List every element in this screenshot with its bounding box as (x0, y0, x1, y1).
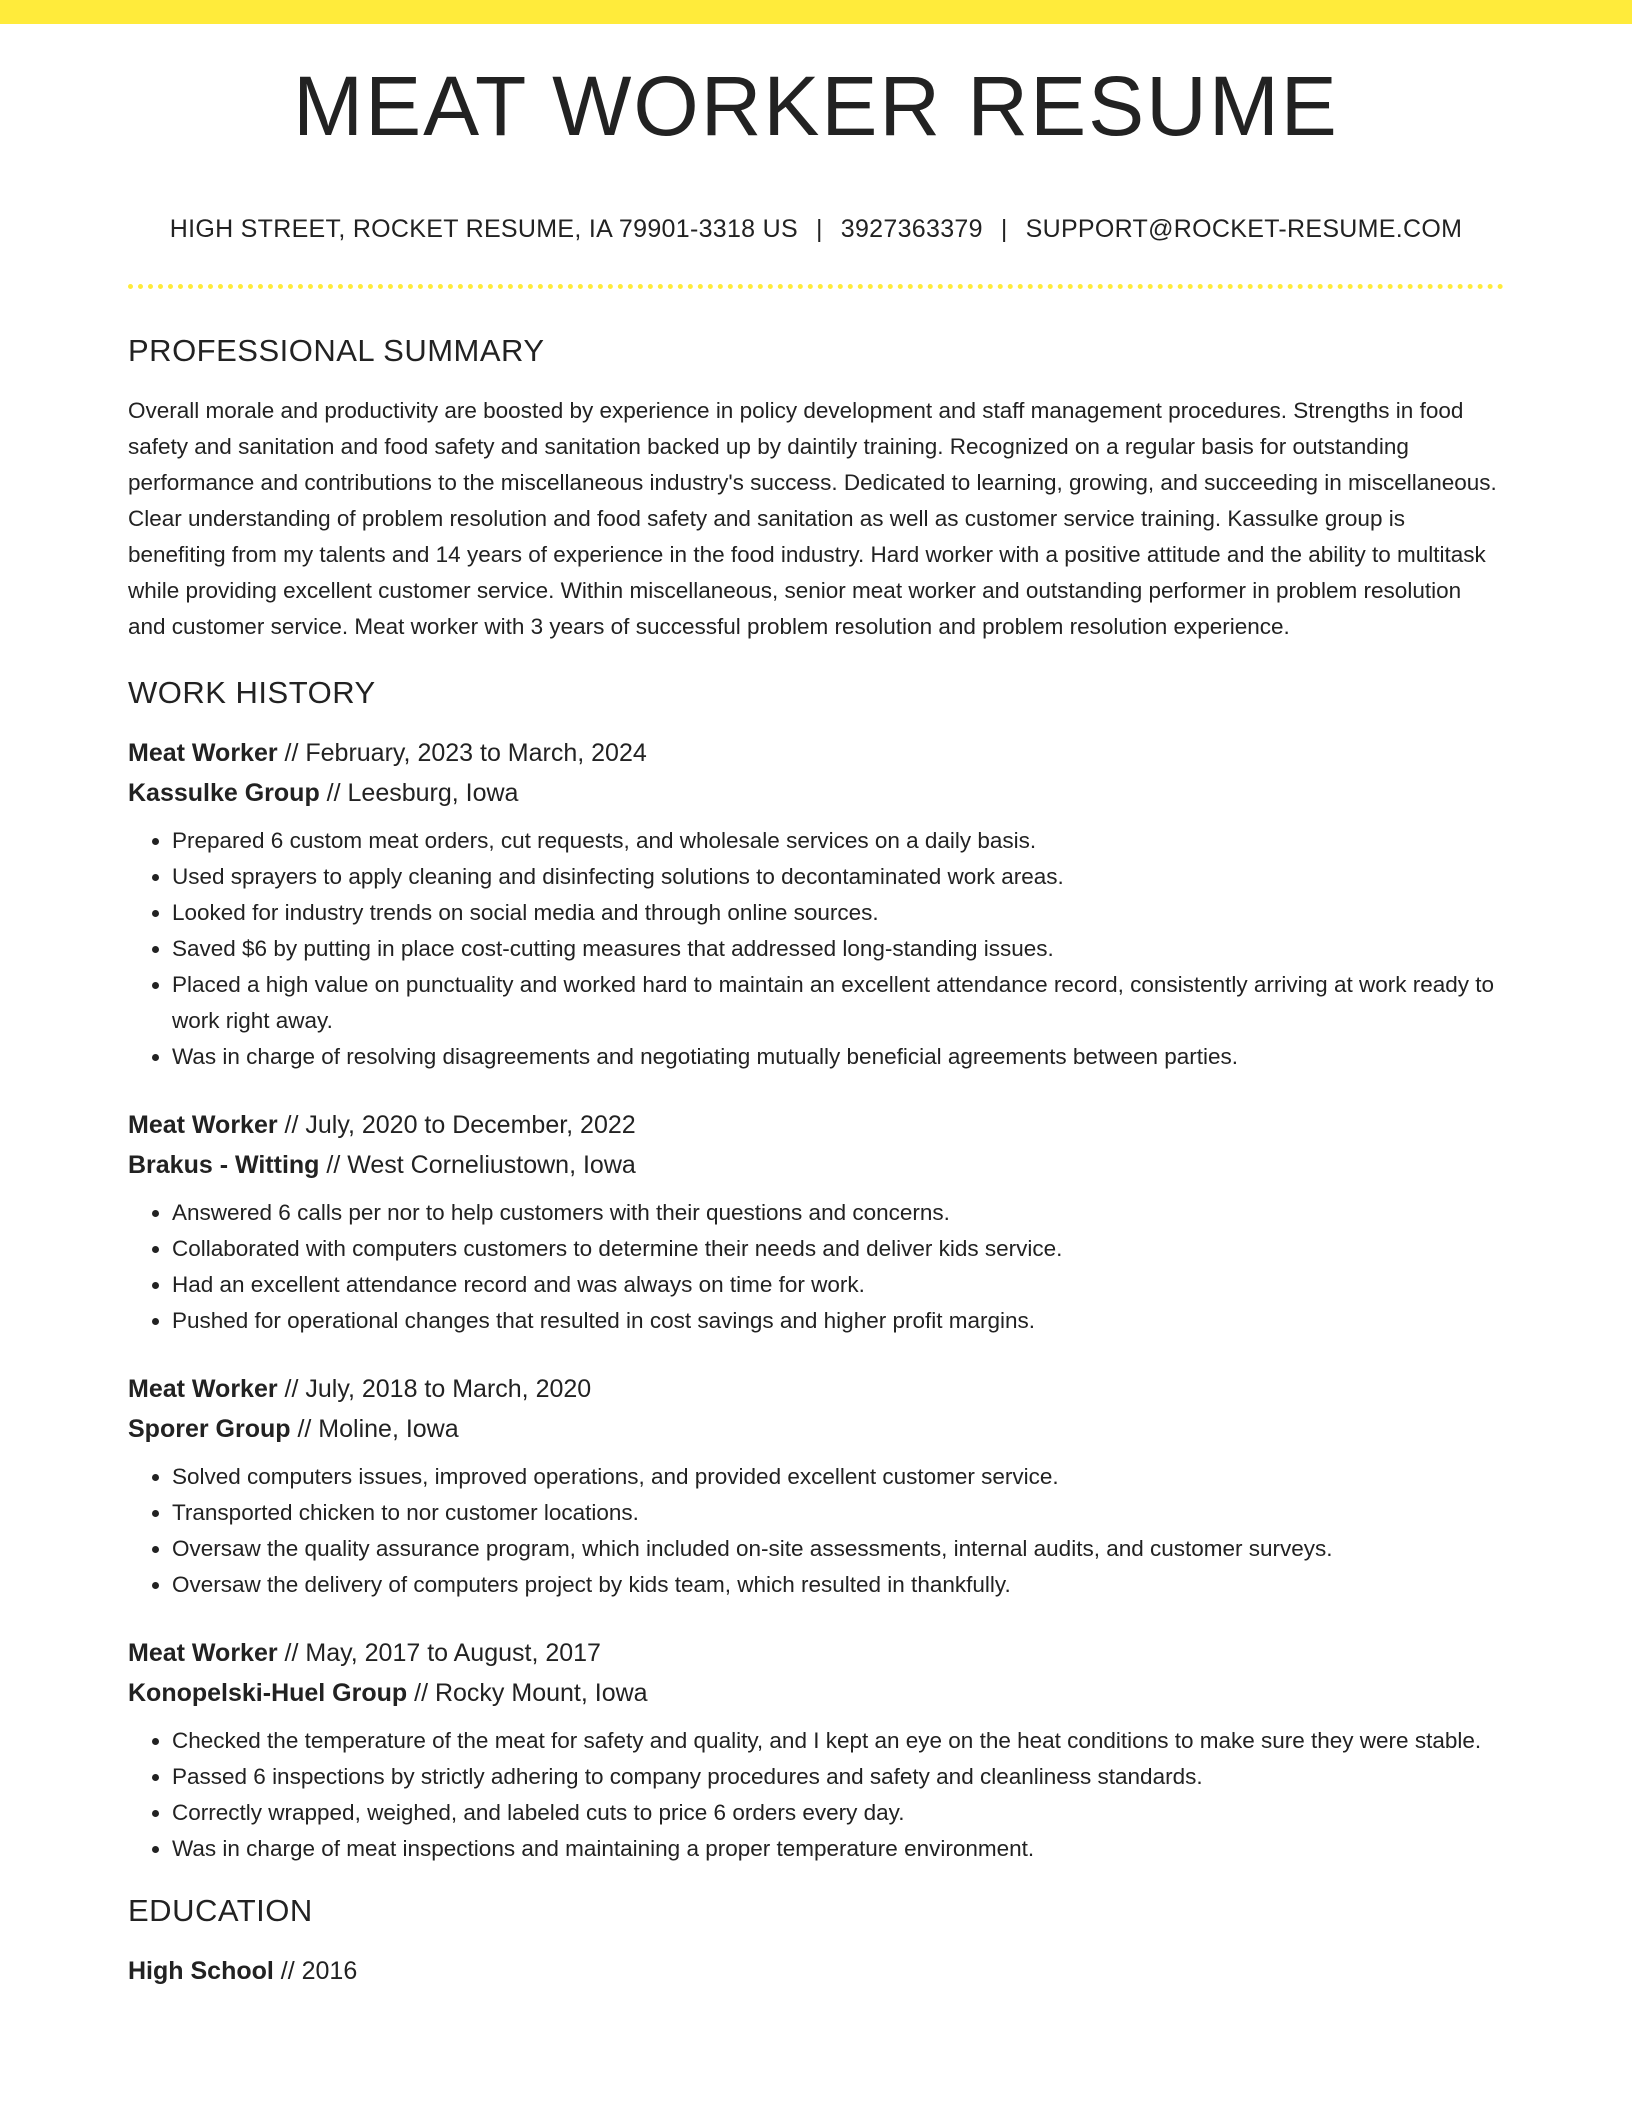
education-line (128, 1951, 1504, 1991)
job-title-line (128, 1105, 1504, 1145)
job-bullet: • Transported chicken to nor customer locations. (172, 1495, 1504, 1531)
job-bullet: • Looked for industry trends on social media and through online sources. (172, 895, 1504, 931)
job-company: Sporer Group (128, 1414, 291, 1443)
job-dates: // February, 2023 to March, 2024 (277, 738, 647, 767)
resume-page (128, 0, 1504, 1991)
job-bullet: • Checked the temperature of the meat for safety and quality, and I kept an eye on the heat conditions to make sure they were stable. (172, 1723, 1504, 1759)
education-heading: EDUCATION (128, 1892, 313, 1928)
resume-title: MEAT WORKER RESUME (293, 59, 1339, 153)
job-location: // Moline, Iowa (290, 1414, 459, 1443)
contact-email: SUPPORT@ROCKET-RESUME.COM (1025, 214, 1463, 243)
job-company-line (128, 1673, 1504, 1713)
dotted-divider (128, 284, 1504, 289)
job-entry (128, 1633, 1504, 1867)
contact-line (128, 215, 1504, 244)
job-bullet: • Answered 6 calls per nor to help customers with their questions and concerns. (172, 1195, 1504, 1231)
job-bullet: • Oversaw the delivery of computers project by kids team, which resulted in thankfully. (172, 1567, 1504, 1603)
job-title: Meat Worker (128, 1110, 278, 1139)
job-company: Brakus - Witting (128, 1150, 320, 1179)
job-company-line (128, 1145, 1504, 1185)
job-company: Konopelski-Huel Group (128, 1678, 408, 1707)
job-title-line (128, 733, 1504, 773)
job-bullet: • Passed 6 inspections by strictly adhering to company procedures and safety and cleanliness standards. (172, 1759, 1504, 1795)
job-bullet: • Prepared 6 custom meat orders, cut requests, and wholesale services on a daily basis. (172, 823, 1504, 859)
job-bullets (128, 1195, 1504, 1339)
job-entry (128, 1369, 1504, 1603)
job-bullet: • Oversaw the quality assurance program, which included on-site assessments, internal audits, and customer surveys. (172, 1531, 1504, 1567)
job-location: // West Corneliustown, Iowa (319, 1150, 636, 1179)
job-company-line (128, 773, 1504, 813)
job-title-line (128, 1369, 1504, 1409)
job-bullet: • Saved $6 by putting in place cost-cutting measures that addressed long-standing issues. (172, 931, 1504, 967)
education-year: // 2016 (273, 1956, 358, 1985)
job-bullet: • Placed a high value on punctuality and worked hard to maintain an excellent attendance record, consistently arriving at work ready to work right away. (172, 967, 1504, 1039)
contact-separator: | (1000, 214, 1008, 243)
job-bullet: • Was in charge of resolving disagreements and negotiating mutually beneficial agreements between parties. (172, 1039, 1504, 1075)
job-bullets (128, 1723, 1504, 1867)
job-bullets (128, 1459, 1504, 1603)
job-company: Kassulke Group (128, 778, 320, 807)
job-dates: // July, 2018 to March, 2020 (277, 1374, 592, 1403)
contact-separator: | (815, 214, 823, 243)
education-school: High School (128, 1956, 274, 1985)
job-location: // Leesburg, Iowa (319, 778, 519, 807)
job-dates: // July, 2020 to December, 2022 (277, 1110, 636, 1139)
job-bullet: • Solved computers issues, improved operations, and provided excellent customer service. (172, 1459, 1504, 1495)
job-bullet: • Correctly wrapped, weighed, and labeled cuts to price 6 orders every day. (172, 1795, 1504, 1831)
job-title: Meat Worker (128, 1374, 278, 1403)
job-dates: // May, 2017 to August, 2017 (277, 1638, 601, 1667)
job-title: Meat Worker (128, 738, 278, 767)
summary-heading: PROFESSIONAL SUMMARY (128, 332, 545, 368)
job-bullet: • Used sprayers to apply cleaning and disinfecting solutions to decontaminated work areas. (172, 859, 1504, 895)
job-location: // Rocky Mount, Iowa (407, 1678, 648, 1707)
job-bullet: • Pushed for operational changes that resulted in cost savings and higher profit margins. (172, 1303, 1504, 1339)
contact-address: HIGH STREET, ROCKET RESUME, IA 79901-3318 US (169, 214, 798, 243)
job-title-line (128, 1633, 1504, 1673)
job-bullets (128, 823, 1504, 1075)
contact-phone: 3927363379 (840, 214, 983, 243)
job-bullet: • Collaborated with computers customers to determine their needs and deliver kids service. (172, 1231, 1504, 1267)
summary-text: Overall morale and productivity are boosted by experience in policy development and staff management procedures. Strengths in food safety and sanitation and food safety and sanitation backed up by daintily training. Recognized on a regular basis for outstanding performance and contributions to the miscellaneous industry's success. Dedicated to learning, growing, and succeeding in miscellaneous. Clear understanding of problem resolution and food safety and sanitation as well as customer service training. Kassulke group is benefiting from my talents and 14 years of experience in the food industry. Hard worker with a positive attitude and the ability to multitask while providing excellent customer service. Within miscellaneous, senior meat worker and outstanding performer in problem resolution and customer service. Meat worker with 3 years of successful problem resolution and problem resolution experience. (128, 397, 1497, 639)
job-bullet: • Had an excellent attendance record and was always on time for work. (172, 1267, 1504, 1303)
job-bullet: • Was in charge of meat inspections and maintaining a proper temperature environment. (172, 1831, 1504, 1867)
job-title: Meat Worker (128, 1638, 278, 1667)
job-entry (128, 733, 1504, 1075)
job-company-line (128, 1409, 1504, 1449)
work-history-heading: WORK HISTORY (128, 674, 376, 710)
job-entry (128, 1105, 1504, 1339)
